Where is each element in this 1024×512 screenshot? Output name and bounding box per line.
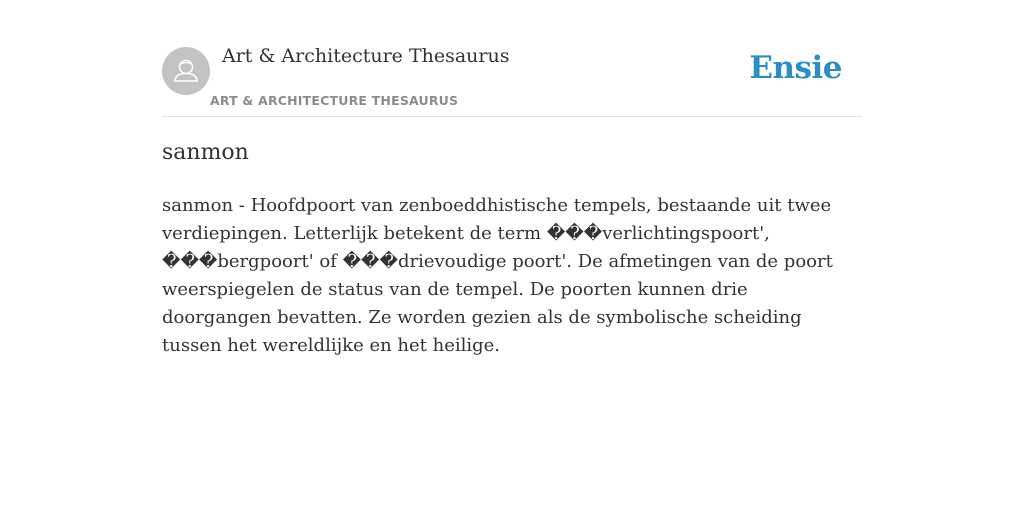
source-avatar[interactable] <box>162 47 210 95</box>
ensie-logo-link[interactable]: Ensie <box>749 50 842 86</box>
user-icon <box>162 47 210 95</box>
source-header <box>162 0 862 117</box>
source-title-link[interactable]: Art & Architecture Thesaurus <box>222 45 510 67</box>
definition-text: sanmon - Hoofdpoort van zenboeddhistische tempels, bestaande uit twee verdiepingen. Letterlijk betekent de term ���verlichtingspoort', ���bergpoort' of ���drievoudige poort'. De afmetingen van de poort weerspiegelen de status van de tempel. De poorten kunnen drie doorgangen bevatten. Ze worden gezien als de symbolische scheiding tussen het wereldlijke en het heilige. <box>162 195 833 356</box>
term-heading: sanmon <box>162 140 249 165</box>
source-subtitle: ART & ARCHITECTURE THESAURUS <box>210 93 459 108</box>
